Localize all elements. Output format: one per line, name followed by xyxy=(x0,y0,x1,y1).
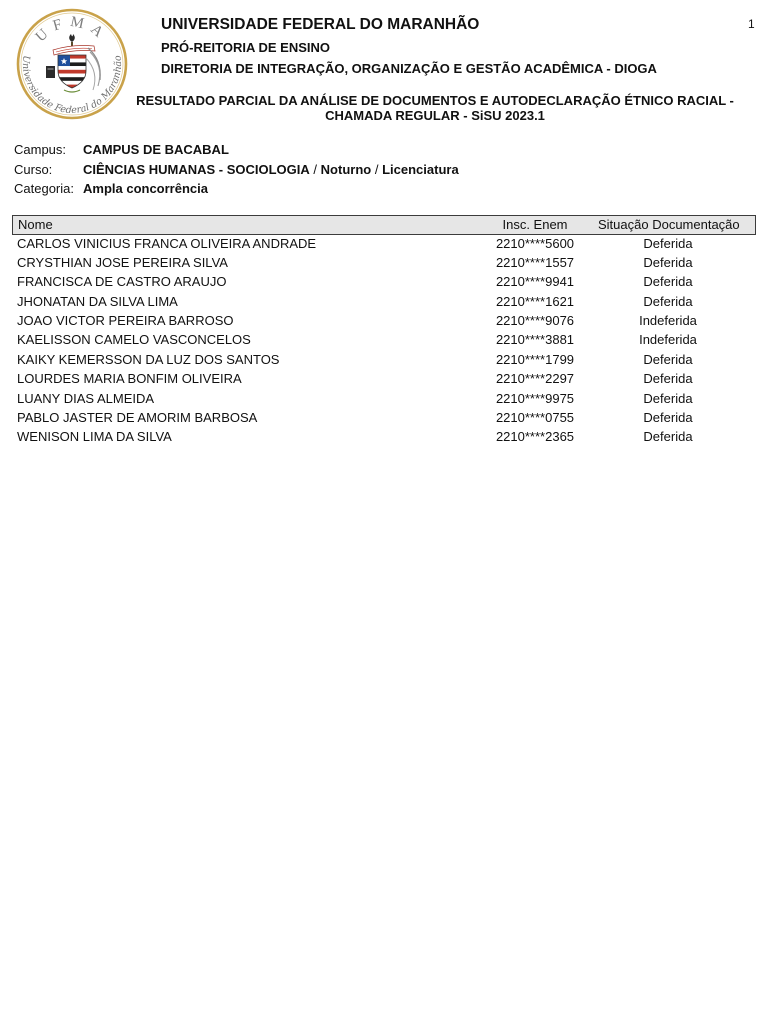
ufma-seal xyxy=(16,8,128,120)
course-separator: / xyxy=(374,162,379,177)
candidate-name: LUANY DIAS ALMEIDA xyxy=(17,390,155,406)
candidate-name: JOAO VICTOR PEREIRA BARROSO xyxy=(17,313,234,329)
category-name: Ampla concorrência xyxy=(83,181,208,196)
table-row xyxy=(12,292,756,311)
table-row xyxy=(12,311,756,330)
table-row xyxy=(12,369,756,388)
document-status: Deferida xyxy=(643,274,693,290)
enem-registration: 2210****0755 xyxy=(495,410,575,426)
table-row xyxy=(12,272,756,291)
column-header-insc: Insc. Enem xyxy=(502,217,568,232)
campus-name: CAMPUS DE BACABAL xyxy=(83,142,229,157)
table-row xyxy=(12,330,756,349)
table-row xyxy=(12,234,756,253)
course-shift: Noturno xyxy=(320,162,372,177)
enem-registration: 2210****9975 xyxy=(495,390,575,406)
seal-acronym: UFMA xyxy=(32,13,112,46)
enem-registration: 2210****3881 xyxy=(495,332,575,348)
seal-ring-text: Universidade Federal do Maranhão xyxy=(19,54,125,117)
enem-registration: 2210****9941 xyxy=(495,274,575,290)
document-status: Deferida xyxy=(643,410,693,426)
directorate: DIRETORIA DE INTEGRAÇÃO, ORGANIZAÇÃO E GESTÃO ACADÊMICA - DIOGA xyxy=(161,61,657,76)
document-status: Deferida xyxy=(643,351,693,367)
book-icon xyxy=(46,66,55,78)
category-label: Categoria: xyxy=(14,181,74,196)
candidate-name: KAELISSON CAMELO VASCONCELOS xyxy=(17,332,251,348)
document-status: Deferida xyxy=(643,371,693,387)
column-header-name: Nome xyxy=(18,217,53,232)
document-status: Deferida xyxy=(643,254,693,270)
table-row xyxy=(12,350,756,369)
result-title-line1: RESULTADO PARCIAL DA ANÁLISE DE DOCUMENTOS E AUTODECLARAÇÃO ÉTNICO RACIAL - xyxy=(136,92,734,108)
enem-registration: 2210****1621 xyxy=(495,293,575,309)
enem-registration: 2210****5600 xyxy=(495,235,575,251)
enem-registration: 2210****1799 xyxy=(495,351,575,367)
course-name: CIÊNCIAS HUMANAS - SOCIOLOGIA xyxy=(83,162,310,177)
page-number: 1 xyxy=(748,17,755,31)
table-row xyxy=(12,389,756,408)
pro-rectorate: PRÓ-REITORIA DE ENSINO xyxy=(161,40,331,55)
table-body xyxy=(12,234,756,447)
table-row xyxy=(12,408,756,427)
document-status: Deferida xyxy=(643,390,693,406)
university-name: UNIVERSIDADE FEDERAL DO MARANHÃO xyxy=(161,16,480,33)
table-header xyxy=(12,215,756,235)
table-row xyxy=(12,427,756,446)
course-label: Curso: xyxy=(14,162,53,177)
candidate-name: JHONATAN DA SILVA LIMA xyxy=(17,293,178,309)
candidate-name: PABLO JASTER DE AMORIM BARBOSA xyxy=(17,410,258,426)
course-separator: / xyxy=(313,162,318,177)
enem-registration: 2210****2297 xyxy=(495,371,575,387)
enem-registration: 2210****2365 xyxy=(495,429,575,445)
enem-registration: 2210****9076 xyxy=(495,313,575,329)
document-status: Indeferida xyxy=(639,313,697,329)
candidate-name: CARLOS VINICIUS FRANCA OLIVEIRA ANDRADE xyxy=(17,235,317,251)
candidate-name: CRYSTHIAN JOSE PEREIRA SILVA xyxy=(17,254,228,270)
column-header-status: Situação Documentação xyxy=(598,217,740,232)
document-status: Indeferida xyxy=(639,332,697,348)
course-degree: Licenciatura xyxy=(382,162,459,177)
course-value xyxy=(83,162,459,178)
campus-label: Campus: xyxy=(14,142,67,157)
document-status: Deferida xyxy=(643,429,693,445)
candidate-name: FRANCISCA DE CASTRO ARAUJO xyxy=(17,274,227,290)
table-row xyxy=(12,253,756,272)
candidate-name: WENISON LIMA DA SILVA xyxy=(17,429,172,445)
enem-registration: 2210****1557 xyxy=(495,254,575,270)
candidate-name: KAIKY KEMERSSON DA LUZ DOS SANTOS xyxy=(17,351,280,367)
campus-value xyxy=(83,142,229,158)
candidate-name: LOURDES MARIA BONFIM OLIVEIRA xyxy=(17,371,242,387)
category-value xyxy=(83,181,208,197)
document-status: Deferida xyxy=(643,293,693,309)
result-title-line2: CHAMADA REGULAR - SiSU 2023.1 xyxy=(325,107,545,123)
document-status: Deferida xyxy=(643,235,693,251)
